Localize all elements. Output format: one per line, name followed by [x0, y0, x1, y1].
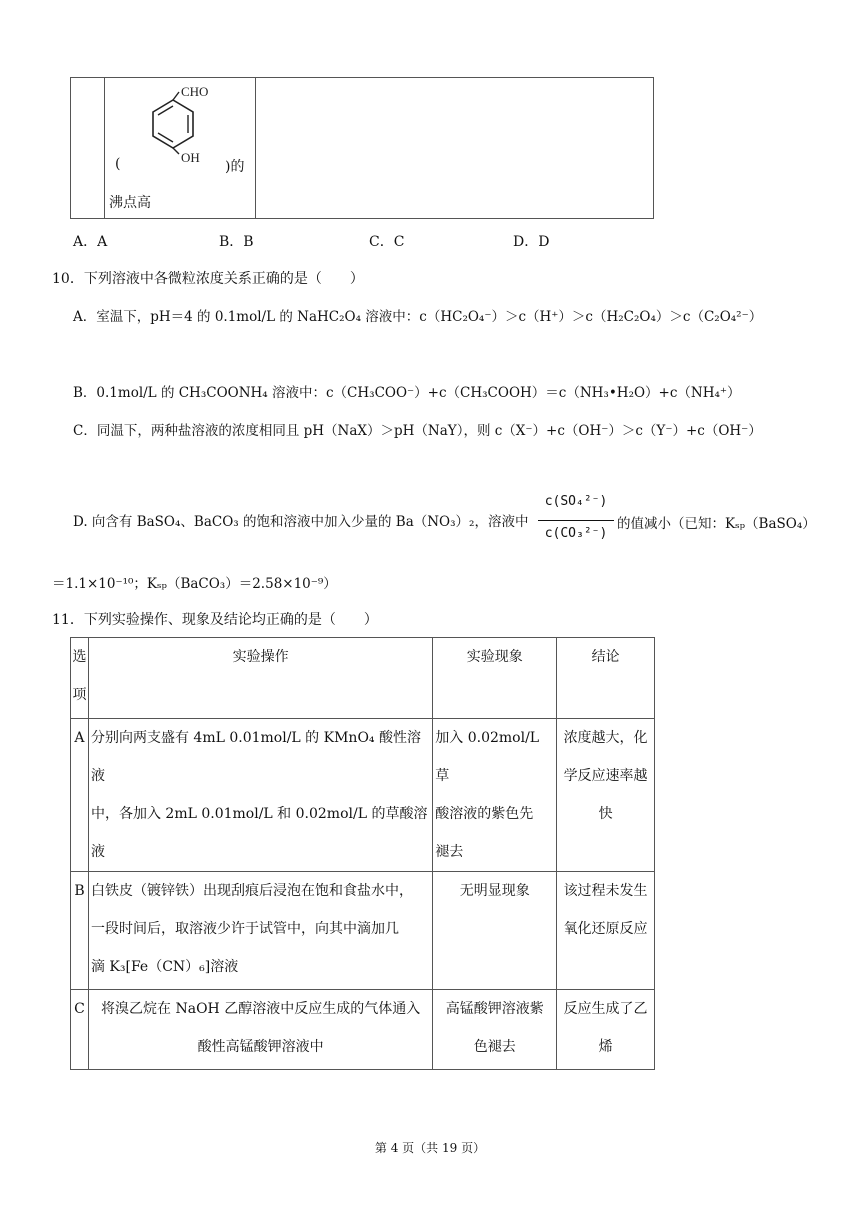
row-b-phenomenon: 无明显现象: [433, 872, 557, 990]
q10-option-c: C．同温下，两种盐溶液的浓度相同且 pH（NaX）＞pH（NaY），则 c（X⁻）+c（OH⁻）＞c（Y⁻）+c（OH⁻）: [73, 423, 762, 439]
paren-close-text: )的: [225, 159, 245, 175]
row-a-phenomenon: 加入 0.02mol/L 草 酸溶液的紫色先 褪去: [433, 719, 557, 872]
row-c-option: C: [71, 990, 89, 1070]
header-conclusion: 结论: [557, 638, 655, 719]
row-c-phenomenon: 高锰酸钾溶液紫 色褪去: [433, 990, 557, 1070]
top-table-col-divider-2: [255, 78, 256, 218]
page-footer: 第 4 页（共 19 页）: [374, 1141, 486, 1155]
q9-option-c: C．C: [369, 234, 405, 250]
paren-open: (: [115, 156, 121, 172]
table-row: [71, 719, 655, 872]
q9-option-a: A．A: [73, 234, 108, 250]
row-b-option: B: [71, 872, 89, 990]
q9-option-b: B．B: [219, 234, 254, 250]
header-option: 选 项: [71, 638, 89, 719]
header-operation: 实验操作: [88, 638, 432, 719]
row-a-option: A: [71, 719, 89, 872]
salicylaldehyde-structure: [121, 84, 231, 164]
top-table-col-divider-1: [104, 78, 105, 218]
row-b-conclusion: 该过程未发生 氧化还原反应: [557, 872, 655, 990]
row-a-operation: 分别向两支盛有 4mL 0.01mol/L 的 KMnO₄ 酸性溶液 中，各加入 2mL 0.01mol/L 和 0.02mol/L 的草酸溶液: [88, 719, 432, 872]
q10-fraction: [536, 492, 616, 550]
q11-table: [70, 637, 655, 1070]
top-table: [70, 77, 654, 219]
fraction-bar: [538, 520, 614, 521]
row-a-conclusion: 浓度越大，化 学反应速率越 快: [557, 719, 655, 872]
row-c-operation: 将溴乙烷在 NaOH 乙醇溶液中反应生成的气体通入 酸性高锰酸钾溶液中: [88, 990, 432, 1070]
q10-stem: 10．下列溶液中各微粒浓度关系正确的是（ ）: [52, 271, 364, 287]
row-c-conclusion: 反应生成了乙 烯: [557, 990, 655, 1070]
q10-option-d-suffix: 的值减小（已知：Kₛₚ（BaSO₄）: [617, 516, 816, 532]
q9-option-d: D．D: [513, 234, 550, 250]
q10-option-b: B．0.1mol/L 的 CH₃COONH₄ 溶液中：c（CH₃COO⁻）+c（CH₃COOH）＝c（NH₃•H₂O）+c（NH₄⁺）: [73, 385, 741, 401]
header-phenomenon: 实验现象: [433, 638, 557, 719]
fraction-numerator: c(SO₄²⁻): [544, 494, 608, 509]
q11-stem: 11．下列实验操作、现象及结论均正确的是（ ）: [52, 612, 378, 628]
row-b-operation: 白铁皮（镀锌铁）出现刮痕后浸泡在饱和食盐水中， 一段时间后，取溶液少许于试管中，向其中滴加几 滴 K₃[Fe（CN）₆]溶液: [88, 872, 432, 990]
boiling-point-text: 沸点高: [109, 195, 151, 211]
oh-label: OH: [181, 150, 200, 164]
table-row: [71, 872, 655, 990]
cho-label: CHO: [181, 84, 209, 99]
table-header-row: [71, 638, 655, 719]
table-row: [71, 990, 655, 1070]
q10-option-d-ksp: ＝1.1×10⁻¹⁰；Kₛₚ（BaCO₃）＝2.58×10⁻⁹）: [52, 576, 337, 592]
q10-option-d-prefix: D. 向含有 BaSO₄、BaCO₃ 的饱和溶液中加入少量的 Ba（NO₃）₂，溶液中: [73, 514, 529, 530]
q10-option-a: A．室温下，pH＝4 的 0.1mol/L 的 NaHC₂O₄ 溶液中：c（HC₂O₄⁻）＞c（H⁺）＞c（H₂C₂O₄）＞c（C₂O₄²⁻）: [73, 309, 763, 325]
fraction-denominator: c(CO₃²⁻): [544, 526, 608, 541]
